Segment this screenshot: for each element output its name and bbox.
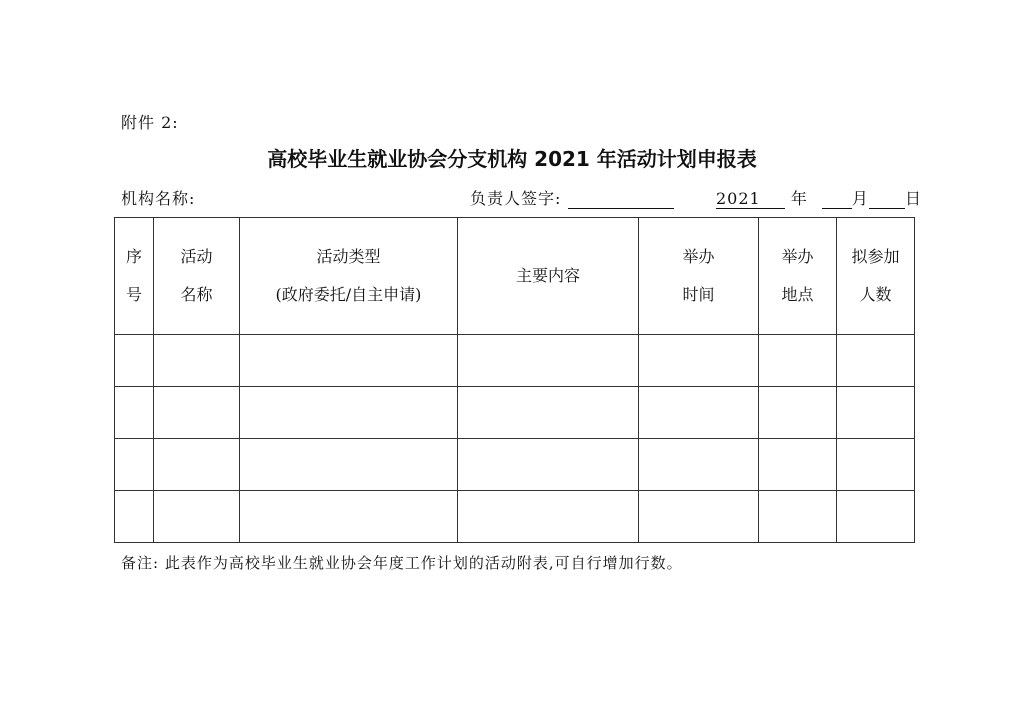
org-name-field	[121, 186, 195, 209]
day-unit: 日	[904, 189, 922, 208]
table-cell[interactable]	[837, 387, 915, 439]
day-blank[interactable]	[869, 190, 905, 209]
attachment-label: 附件 2:	[121, 113, 179, 132]
table-row	[115, 387, 915, 439]
table-cell[interactable]	[458, 387, 639, 439]
table-cell[interactable]	[154, 491, 240, 543]
table-cell[interactable]	[759, 387, 837, 439]
footnote: 备注: 此表作为高校毕业生就业协会年度工作计划的活动附表,可自行增加行数。	[121, 554, 683, 572]
table-cell[interactable]	[458, 335, 639, 387]
org-name-label: 机构名称:	[121, 189, 196, 208]
signature-label: 负责人签字:	[470, 189, 562, 208]
year-blank[interactable]	[767, 190, 785, 209]
table-cell[interactable]	[639, 387, 759, 439]
header-main-content: 主要内容	[458, 218, 639, 335]
table-cell[interactable]	[115, 491, 154, 543]
date-field	[716, 186, 922, 209]
header-index: 序 号	[115, 218, 154, 335]
table-cell[interactable]	[154, 335, 240, 387]
header-participants: 拟参加 人数	[837, 218, 915, 335]
table-cell[interactable]	[639, 439, 759, 491]
table-cell[interactable]	[759, 491, 837, 543]
table-cell[interactable]	[837, 335, 915, 387]
table-cell[interactable]	[458, 439, 639, 491]
table-cell[interactable]	[115, 439, 154, 491]
header-time: 举办 时间	[639, 218, 759, 335]
month-unit: 月	[851, 189, 869, 208]
table-cell[interactable]	[115, 335, 154, 387]
header-row	[115, 218, 915, 335]
header-activity-name: 活动 名称	[154, 218, 240, 335]
signature-field	[470, 186, 674, 209]
header-activity-type: 活动类型 (政府委托/自主申请)	[240, 218, 458, 335]
table-cell[interactable]	[639, 335, 759, 387]
table-row	[115, 491, 915, 543]
table-cell[interactable]	[240, 335, 458, 387]
table-cell[interactable]	[240, 387, 458, 439]
activity-plan-table	[114, 217, 915, 543]
table-row	[115, 439, 915, 491]
date-year: 2021	[716, 189, 767, 209]
table-cell[interactable]	[759, 439, 837, 491]
table-cell[interactable]	[154, 387, 240, 439]
table-cell[interactable]	[837, 439, 915, 491]
form-title: 高校毕业生就业协会分支机构 2021 年活动计划申报表	[267, 147, 757, 171]
table-cell[interactable]	[115, 387, 154, 439]
table-cell[interactable]	[759, 335, 837, 387]
table-cell[interactable]	[240, 491, 458, 543]
table-cell[interactable]	[240, 439, 458, 491]
table-cell[interactable]	[458, 491, 639, 543]
table-row	[115, 335, 915, 387]
year-unit: 年	[790, 189, 808, 208]
month-blank[interactable]	[822, 190, 852, 209]
table-cell[interactable]	[639, 491, 759, 543]
header-location: 举办 地点	[759, 218, 837, 335]
table-cell[interactable]	[154, 439, 240, 491]
table-cell[interactable]	[837, 491, 915, 543]
signature-blank[interactable]	[568, 190, 674, 209]
